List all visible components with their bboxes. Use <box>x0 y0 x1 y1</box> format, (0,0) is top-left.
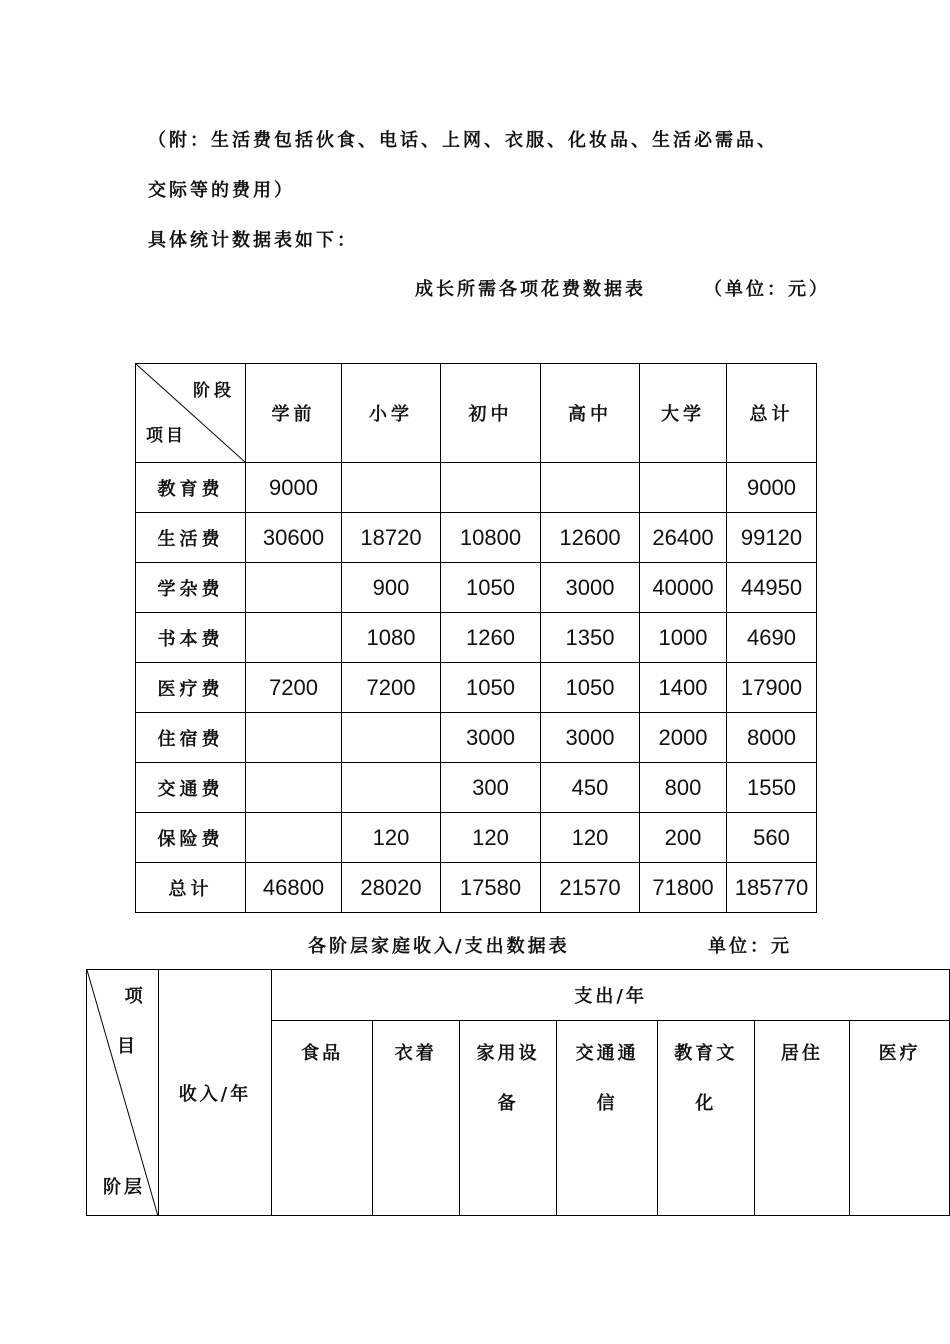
table-cell: 3000 <box>541 563 640 613</box>
table-cell: 1550 <box>727 763 817 813</box>
table-cell <box>246 713 342 763</box>
column-header: 学前 <box>246 364 342 463</box>
table-cell <box>342 763 441 813</box>
table-cell: 1350 <box>541 613 640 663</box>
table1-caption: 成长所需各项花费数据表 <box>415 279 646 300</box>
table1-unit: （单位：元） <box>704 279 830 300</box>
row-label: 保险费 <box>136 813 246 863</box>
table-cell: 18720 <box>342 513 441 563</box>
table-cell: 17580 <box>441 863 541 913</box>
table-row <box>136 813 817 863</box>
corner-item-label-2: 目 <box>117 1036 138 1057</box>
table-cell: 900 <box>342 563 441 613</box>
expense-column-label: 交通通 <box>575 1043 639 1064</box>
expense-column-label: 教育文 <box>674 1043 738 1064</box>
table-cell: 1080 <box>342 613 441 663</box>
expense-column-label: 家用设 <box>476 1043 540 1064</box>
row-label: 医疗费 <box>136 663 246 713</box>
table-cell: 3000 <box>441 713 541 763</box>
row-label: 生活费 <box>136 513 246 563</box>
column-header: 初中 <box>441 364 541 463</box>
table-cell: 120 <box>541 813 640 863</box>
expense-column-header <box>557 1021 658 1216</box>
corner-class-label: 阶层 <box>103 1177 145 1198</box>
intro-statement: 具体统计数据表如下： <box>148 230 358 251</box>
table-row <box>136 763 817 813</box>
table-row <box>136 563 817 613</box>
table-cell: 28020 <box>342 863 441 913</box>
row-label: 教育费 <box>136 463 246 513</box>
table1-header-row <box>136 364 817 463</box>
table-cell: 450 <box>541 763 640 813</box>
table-cell: 800 <box>640 763 727 813</box>
table1-corner-cell <box>136 364 246 463</box>
column-header: 高中 <box>541 364 640 463</box>
table-cell: 9000 <box>727 463 817 513</box>
expense-column-header <box>372 1021 459 1216</box>
table-cell: 44950 <box>727 563 817 613</box>
table-cell: 1050 <box>441 563 541 613</box>
table-cell: 30600 <box>246 513 342 563</box>
table-row <box>136 463 817 513</box>
table2-unit: 单位：元 <box>708 936 792 957</box>
table-cell <box>246 813 342 863</box>
table-row <box>136 863 817 913</box>
expense-column-label: 居住 <box>780 1043 823 1064</box>
table-cell: 7200 <box>342 663 441 713</box>
table-cell: 1050 <box>441 663 541 713</box>
expense-column-label: 信 <box>596 1093 618 1114</box>
expense-column-header <box>850 1021 950 1216</box>
table-cell <box>441 463 541 513</box>
column-header: 大学 <box>640 364 727 463</box>
table-cell: 200 <box>640 813 727 863</box>
income-header: 收入/年 <box>158 970 272 1216</box>
table-cell: 71800 <box>640 863 727 913</box>
corner-stage-label: 阶段 <box>193 381 235 401</box>
table-cell <box>342 463 441 513</box>
expense-column-label: 医疗 <box>878 1043 921 1064</box>
table-cell: 1260 <box>441 613 541 663</box>
column-header: 总计 <box>727 364 817 463</box>
table-cell <box>246 613 342 663</box>
intro-note-line2: 交际等的费用） <box>148 180 295 201</box>
table-cell <box>640 463 727 513</box>
corner-item-label-1: 项 <box>124 986 146 1007</box>
row-label: 书本费 <box>136 613 246 663</box>
expense-column-label: 食品 <box>301 1043 344 1064</box>
table-row <box>136 663 817 713</box>
growth-cost-table <box>135 363 817 913</box>
table-cell: 4690 <box>727 613 817 663</box>
expense-column-header <box>459 1021 557 1216</box>
table-cell <box>342 713 441 763</box>
table-cell: 12600 <box>541 513 640 563</box>
table-cell: 120 <box>342 813 441 863</box>
corner-item-label: 项目 <box>146 426 186 446</box>
table-cell <box>541 463 640 513</box>
table-cell: 99120 <box>727 513 817 563</box>
table2-caption: 各阶层家庭收入/支出数据表 <box>308 936 570 957</box>
table-cell: 9000 <box>246 463 342 513</box>
row-label: 交通费 <box>136 763 246 813</box>
table-cell: 1050 <box>541 663 640 713</box>
expense-column-header <box>754 1021 850 1216</box>
table-row <box>136 613 817 663</box>
table-cell: 40000 <box>640 563 727 613</box>
table-cell <box>246 563 342 613</box>
table-cell: 185770 <box>727 863 817 913</box>
table-cell: 46800 <box>246 863 342 913</box>
table-cell: 10800 <box>441 513 541 563</box>
table-cell: 2000 <box>640 713 727 763</box>
intro-note-line1: （附：生活费包括伙食、电话、上网、衣服、化妆品、生活必需品、 <box>148 130 778 151</box>
column-header: 小学 <box>342 364 441 463</box>
expense-column-header <box>657 1021 754 1216</box>
table-cell: 8000 <box>727 713 817 763</box>
expense-column-label: 备 <box>497 1093 519 1114</box>
table-row <box>136 513 817 563</box>
table-cell: 17900 <box>727 663 817 713</box>
table-cell: 7200 <box>246 663 342 713</box>
row-label: 学杂费 <box>136 563 246 613</box>
expense-header: 支出/年 <box>272 970 950 1021</box>
table-cell: 300 <box>441 763 541 813</box>
expense-column-label: 化 <box>695 1093 717 1114</box>
expense-column-label: 衣着 <box>394 1043 437 1064</box>
table-cell: 1400 <box>640 663 727 713</box>
table-cell: 3000 <box>541 713 640 763</box>
table-cell: 560 <box>727 813 817 863</box>
row-label: 住宿费 <box>136 713 246 763</box>
household-income-expense-table <box>86 969 950 1216</box>
table-row <box>136 713 817 763</box>
expense-column-header <box>272 1021 373 1216</box>
table-cell: 26400 <box>640 513 727 563</box>
table-cell: 120 <box>441 813 541 863</box>
row-label: 总计 <box>136 863 246 913</box>
table-cell <box>246 763 342 813</box>
table2-corner-cell <box>87 970 159 1216</box>
table-cell: 21570 <box>541 863 640 913</box>
table-cell: 1000 <box>640 613 727 663</box>
